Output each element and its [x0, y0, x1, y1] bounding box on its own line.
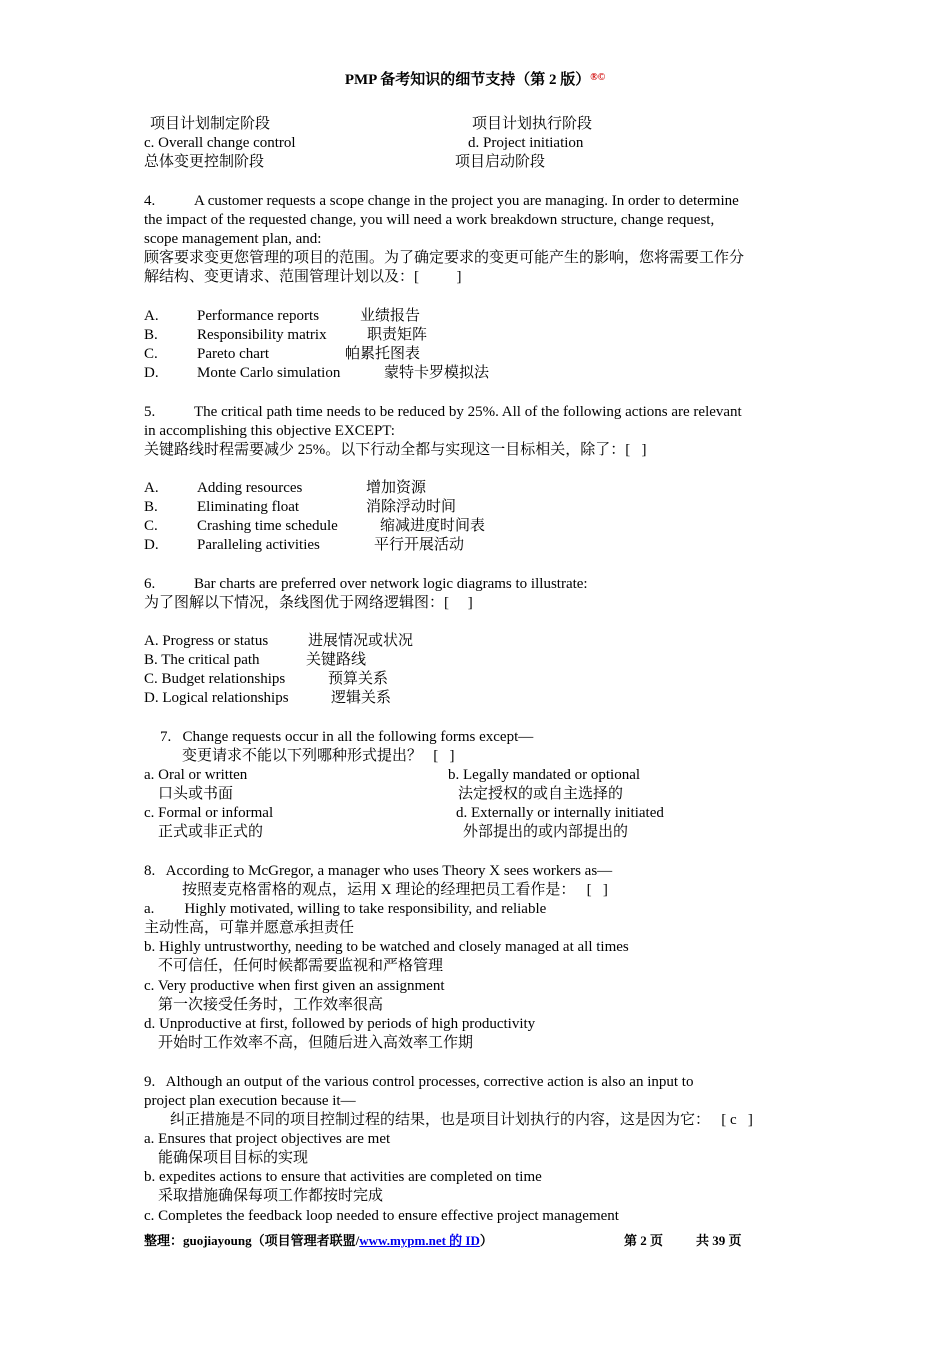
q6-option-c-cn: 预算关系 [328, 671, 389, 687]
q5-option-d: Paralleling activities [197, 537, 320, 553]
q5-cn: 关键路线时程需要减少 25%。以下行动全都与实现这一目标相关，除了：[ ] [144, 442, 647, 458]
q3-option-c: c. Overall change control [144, 135, 296, 151]
q4-option-b-letter: B. [144, 327, 158, 343]
footer-credit-end: ） [479, 1233, 493, 1248]
q5-option-d-letter: D. [144, 537, 159, 553]
q8-option-a-cn: 主动性高，可靠并愿意承担责任 [144, 920, 355, 936]
q4-number: 4. [144, 193, 156, 209]
q3-option-c-cn-prev: 项目计划执行阶段 [472, 116, 593, 132]
page-footer [144, 1230, 493, 1249]
q8-text: 8. According to McGregor, a manager who uses Theory X sees workers as— [144, 863, 613, 879]
q9-option-b-cn: 采取措施确保每项工作都按时完成 [158, 1188, 384, 1204]
q8-option-a: a. Highly motivated, willing to take responsibility, and reliable [144, 901, 547, 917]
q4-option-d-cn: 蒙特卡罗模拟法 [384, 365, 490, 381]
q4-option-b-cn: 职责矩阵 [367, 327, 428, 343]
q5-option-b: Eliminating float [197, 499, 300, 515]
q4-option-c-cn: 帕累托图表 [345, 346, 421, 362]
q4-option-c-letter: C. [144, 346, 158, 362]
q3-option-d-cn: 项目启动阶段 [455, 154, 546, 170]
q7-option-d-cn: 外部提出的或内部提出的 [463, 824, 629, 840]
q3-option-b-cn: 项目计划制定阶段 [150, 116, 271, 132]
q3-option-d: d. Project initiation [468, 135, 584, 151]
q6-option-d-cn: 逻辑关系 [331, 690, 392, 706]
q4-option-a: Performance reports [197, 308, 320, 324]
q6-cn: 为了图解以下情况，条线图优于网络逻辑图：[ ] [144, 595, 473, 611]
q5-text-line2: in accomplishing this objective EXCEPT: [144, 423, 395, 439]
q9-option-a: a. Ensures that project objectives are met [144, 1131, 391, 1147]
footer-link[interactable]: www.mypm.net 的 ID [359, 1233, 480, 1248]
q4-text-line2: the impact of the requested change, you will need a work breakdown structure, change request, [144, 212, 715, 228]
q6-number: 6. [144, 576, 156, 592]
q5-option-a: Adding resources [197, 480, 303, 496]
q6-option-b-cn: 关键路线 [306, 652, 367, 668]
q5-option-c-letter: C. [144, 518, 158, 534]
q6-option-c: C. Budget relationships [144, 671, 286, 687]
q6-option-a-cn: 进展情况或状况 [308, 633, 414, 649]
q5-option-c-cn: 缩减进度时间表 [380, 518, 486, 534]
q8-option-b: b. Highly untrustworthy, needing to be watched and closely managed at all times [144, 939, 629, 955]
q5-option-c: Crashing time schedule [197, 518, 338, 534]
q7-cn: 变更请求不能以下列哪种形式提出？ [ ] [182, 748, 455, 764]
q5-option-d-cn: 平行开展活动 [374, 537, 465, 553]
q4-cn-line1: 顾客要求变更您管理的项目的范围。为了确定要求的变更可能产生的影响，您将需要工作分 [144, 250, 745, 266]
q7-option-a-cn: 口头或书面 [158, 786, 234, 802]
q8-option-d: d. Unproductive at first, followed by periods of high productivity [144, 1016, 536, 1032]
q4-option-c: Pareto chart [197, 346, 270, 362]
q6-option-a: A. Progress or status [144, 633, 269, 649]
q9-text-line2: project plan execution because it— [144, 1093, 356, 1109]
q4-option-a-cn: 业绩报告 [360, 308, 421, 324]
q5-option-b-cn: 消除浮动时间 [366, 499, 457, 515]
q7-option-d: d. Externally or internally initiated [456, 805, 664, 821]
q5-text-line1: The critical path time needs to be reduced by 25%. All of the following actions are relevant [194, 404, 742, 420]
q9-option-c: c. Completes the feedback loop needed to ensure effective project management [144, 1208, 619, 1224]
q4-cn-line2: 解结构、变更请求、范围管理计划以及：[ ] [144, 269, 462, 285]
page-title: PMP 备考知识的细节支持（第 2 版） [344, 72, 591, 88]
q5-option-b-letter: B. [144, 499, 158, 515]
q4-option-a-letter: A. [144, 308, 159, 324]
q8-option-d-cn: 开始时工作效率不高，但随后进入高效率工作期 [158, 1035, 474, 1051]
footer-credit: 整理：guojiayoung（项目管理者联盟/ [144, 1233, 360, 1248]
q8-option-c: c. Very productive when first given an assignment [144, 978, 445, 994]
q4-option-b: Responsibility matrix [197, 327, 327, 343]
q6-text: Bar charts are preferred over network logic diagrams to illustrate: [194, 576, 588, 592]
q4-text-line1: A customer requests a scope change in the project you are managing. In order to determine [194, 193, 739, 209]
q7-option-b: b. Legally mandated or optional [448, 767, 641, 783]
q4-option-d-letter: D. [144, 365, 159, 381]
registered-mark: ®© [590, 72, 606, 83]
q8-cn: 按照麦克格雷格的观点，运用 X 理论的经理把员工看作是： [ ] [182, 882, 608, 898]
q7-option-c-cn: 正式或非正式的 [158, 824, 264, 840]
q8-option-c-cn: 第一次接受任务时，工作效率很高 [158, 997, 384, 1013]
q9-cn: 纠正措施是不同的项目控制过程的结果，也是项目计划执行的内容，这是因为它： [ c ] [170, 1112, 753, 1128]
q4-option-d: Monte Carlo simulation [197, 365, 341, 381]
q4-text-line3: scope management plan, and: [144, 231, 322, 247]
q5-number: 5. [144, 404, 156, 420]
footer-page-number: 第 2 页 [624, 1233, 664, 1248]
q7-text: 7. Change requests occur in all the following forms except— [160, 729, 534, 745]
q9-option-a-cn: 能确保项目目标的实现 [158, 1150, 309, 1166]
q9-text-line1: 9. Although an output of the various control processes, corrective action is also an input to [144, 1074, 694, 1090]
q9-option-b: b. expedites actions to ensure that activities are completed on time [144, 1169, 542, 1185]
q6-option-b: B. The critical path [144, 652, 260, 668]
q8-option-b-cn: 不可信任，任何时候都需要监视和严格管理 [158, 958, 444, 974]
page-header [0, 68, 950, 89]
q7-option-b-cn: 法定授权的或自主选择的 [458, 786, 624, 802]
q6-option-d: D. Logical relationships [144, 690, 289, 706]
q7-option-a: a. Oral or written [144, 767, 248, 783]
q5-option-a-cn: 增加资源 [366, 480, 427, 496]
q3-option-c-cn: 总体变更控制阶段 [144, 154, 265, 170]
q5-option-a-letter: A. [144, 480, 159, 496]
footer-total-pages: 共 39 页 [696, 1233, 742, 1248]
q7-option-c: c. Formal or informal [144, 805, 274, 821]
